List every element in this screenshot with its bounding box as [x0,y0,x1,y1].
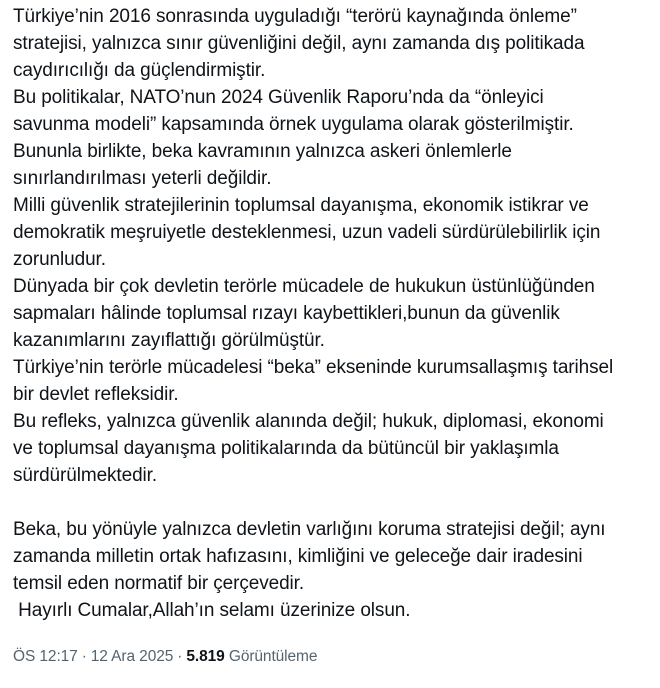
tweet-text-line: Beka, bu yönüyle yalnızca devletin varlığını koruma stratejisi değil; aynı [13,519,606,540]
time-of-day: ÖS 12:17 [13,648,78,665]
tweet-text-line: ve toplumsal dayanışma politikalarında da bütüncül bir yaklaşımla [13,438,559,459]
tweet-text-line: kazanımlarını zayıflattığı görülmüştür. [13,330,325,351]
tweet-text-line: savunma modeli” kapsamında örnek uygulama olarak gösterilmiştir. [13,114,574,135]
tweet-text [13,3,652,624]
views-link[interactable] [186,648,317,665]
tweet-text-line: sınırlandırılması yeterli değildir. [13,168,272,189]
tweet-text-line: Milli güvenlik stratejilerinin toplumsal dayanışma, ekonomik istikrar ve [13,195,589,216]
tweet-text-line: zamanda milletin ortak hafızasını, kimliğini ve geleceğe dair iradesini [13,546,583,567]
tweet-text-line: demokratik meşruiyetle desteklenmesi, uzun vadeli sürdürülebilirlik için [13,222,601,243]
tweet-text-line: Bununla birlikte, beka kavramının yalnızca askeri önlemlerle [13,141,512,162]
tweet-text-line: Bu refleks, yalnızca güvenlik alanında değil; hukuk, diplomasi, ekonomi [13,411,604,432]
timestamp-separator: · [177,648,183,665]
tweet-text-line: zorunludur. [13,249,106,270]
views-label: Görüntüleme [228,648,318,665]
views-count: 5.819 [186,648,225,665]
tweet-text-line: Türkiye’nin terörle mücadelesi “beka” ekseninde kurumsallaşmış tarihsel [13,357,614,378]
tweet-text-line: bir devlet refleksidir. [13,384,179,405]
tweet-date: 12 Ara 2025 [90,648,174,665]
tweet-text-line: Bu politikalar, NATO’nun 2024 Güvenlik Raporu’nda da “önleyici [13,87,544,108]
tweet-text-line: sapmaları hâlinde toplumsal rızayı kaybettikleri,bunun da güvenlik [13,303,560,324]
tweet-text-line: temsil eden normatif bir çerçevedir. [13,573,305,594]
timestamp-separator: · [81,648,87,665]
tweet-text-line: Hayırlı Cumalar,Allah’ın selamı üzerinize olsun. [13,600,411,621]
tweet-text-line: sürdürülmektedir. [13,465,158,486]
tweet-text-line: caydırıcılığı da güçlendirmiştir. [13,60,266,81]
tweet-text-line: stratejisi, yalnızca sınır güvenliğini değil, aynı zamanda dış politikada [13,33,585,54]
tweet-timestamp-row [13,647,652,667]
tweet-text-line: Türkiye’nin 2016 sonrasında uyguladığı “terörü kaynağında önleme” [13,6,577,27]
tweet-text-line: Dünyada bir çok devletin terörle mücadele de hukukun üstünlüğünden [13,276,595,297]
tweet-text-blank-line [13,489,652,516]
